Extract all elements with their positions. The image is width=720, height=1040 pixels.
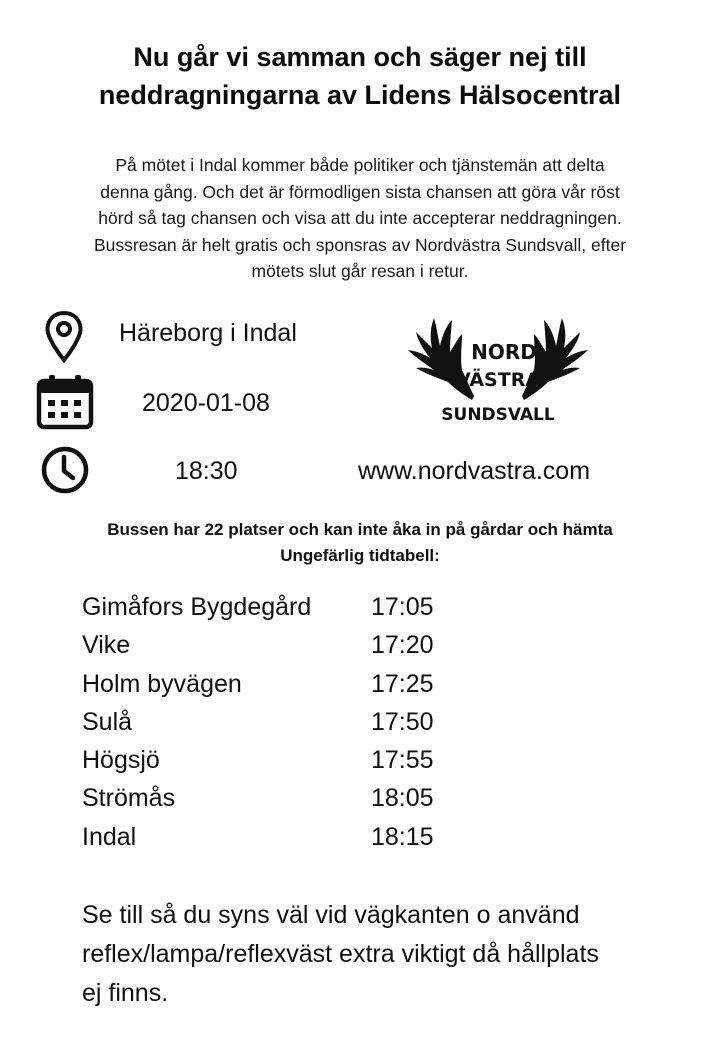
event-time: 18:30 [175,457,238,485]
schedule-stop: Holm byvägen [82,669,242,698]
logo-text-vastra: VÄSTRA [455,369,541,391]
page-title [0,38,720,114]
schedule-stop: Sulå [82,707,133,736]
safety-notice-line: Se till så du syns väl vid vägkanten o använd [82,901,580,929]
schedule-time: 17:50 [371,707,434,736]
schedule-time: 17:20 [371,631,434,660]
title-line-2: neddragningarna av Lidens Hälsocentral [98,80,622,110]
intro-line: mötets slut går resan i retur. [251,261,469,281]
bus-info [0,517,720,569]
website-link[interactable]: www.nordvastra.com [358,457,591,485]
event-date: 2020-01-08 [142,389,270,417]
nordvastra-logo [404,308,592,432]
clock-icon [40,445,90,495]
safety-notice-line: ej finns. [82,979,169,1007]
bus-info-line: Bussen har 22 platser och kan inte åka in på gårdar och hämta [107,520,613,539]
schedule-time: 18:15 [371,822,434,851]
schedule-stop: Vike [82,631,131,660]
calendar-icon [36,373,94,431]
intro-paragraph [20,152,700,285]
logo-text-sundsvall: SUNDSVALL [441,405,555,425]
schedule-time: 17:25 [371,669,434,698]
title-line-1: Nu går vi samman och säger nej till [133,42,587,72]
intro-line: hörd så tag chansen och visa att du inte accepterar neddragningen. [98,208,622,228]
safety-notice-line: reflex/lampa/reflexväst extra viktigt då hållplats [82,940,599,968]
schedule-time: 17:55 [371,746,434,775]
schedule-stop: Gimåfors Bygdegård [82,593,312,621]
logo-text-nord: NORD [471,340,537,364]
schedule-stop: Strömås [82,784,176,813]
intro-line: På mötet i Indal kommer både politiker och tjänstemän att delta [115,155,605,175]
map-pin-icon [44,310,84,364]
schedule-time: 17:05 [371,593,434,621]
intro-line: denna gång. Och det är förmodligen sista chansen att göra vår röst [100,181,620,202]
schedule-stop: Indal [82,822,137,851]
timetable-heading: Ungefärlig tidtabell: [280,546,440,565]
schedule-stop: Högsjö [82,746,160,775]
safety-notice [82,896,712,1013]
intro-line: Bussresan är helt gratis och sponsras av Nordvästra Sundsvall, efter [93,234,627,255]
event-location: Häreborg i Indal [119,319,297,347]
schedule-time: 18:05 [371,784,434,813]
